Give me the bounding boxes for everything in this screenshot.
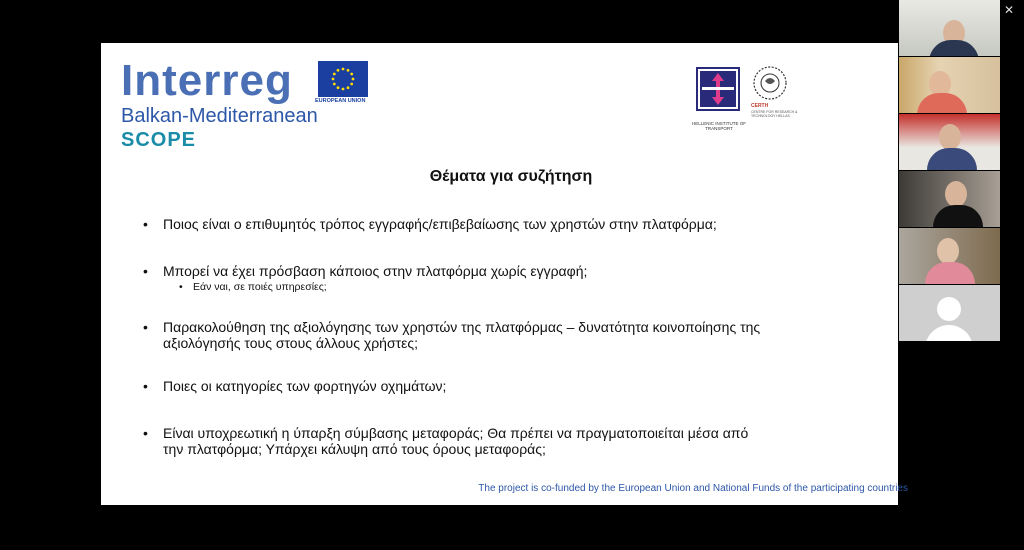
participant-tile[interactable]	[899, 285, 1000, 341]
participant-body	[929, 40, 979, 56]
interreg-logo: Interreg	[121, 56, 293, 105]
participant-tile[interactable]	[899, 114, 1000, 170]
bullet-text-line2: αξιολόγησής τους στους άλλους χρήστες;	[163, 335, 418, 351]
bullet-item	[143, 425, 749, 457]
participant-head	[937, 238, 959, 264]
eu-flag-icon	[318, 61, 368, 97]
project-label: SCOPE	[121, 129, 197, 151]
hit-logo-icon	[696, 67, 740, 119]
participant-body	[933, 205, 983, 227]
close-button[interactable]: ✕	[1003, 3, 1015, 17]
eu-caption: EUROPEAN UNION	[315, 98, 366, 104]
participant-body	[927, 148, 977, 170]
participant-tile[interactable]	[899, 228, 1000, 284]
certh-logo-icon	[751, 65, 789, 105]
participant-body	[917, 93, 967, 113]
presentation-slide	[101, 43, 908, 505]
bullet-text: Ποιες οι κατηγορίες των φορτηγών οχημάτων;	[163, 378, 447, 394]
bullet-item	[143, 378, 447, 394]
bullet-dot: •	[143, 319, 148, 335]
participant-tile[interactable]	[899, 0, 1000, 56]
avatar-icon	[937, 297, 961, 321]
hit-caption: HELLENIC INSTITUTE OF TRANSPORT	[692, 121, 747, 131]
avatar-body	[925, 325, 973, 341]
bullet-item	[143, 319, 761, 351]
bullet-text: Μπορεί να έχει πρόσβαση κάποιος στην πλατφόρμα χωρίς εγγραφή;	[163, 263, 588, 279]
bullet-text-line2: την πλατφόρμα; Υπάρχει κάλυψη από τους όρους μεταφοράς;	[163, 441, 546, 457]
sub-bullet-text: Εάν ναι, σε ποιές υπηρεσίες;	[193, 281, 327, 293]
bullet-dot: •	[143, 216, 148, 232]
participant-head	[945, 181, 967, 207]
bullet-text-line1: Παρακολούθηση της αξιολόγησης των χρηστών της πλατφόρμας – δυνατότητα κοινοποίησης της	[163, 319, 761, 335]
slide-title: Θέματα για συζήτηση	[429, 168, 593, 185]
participant-body	[925, 262, 975, 284]
bullet-item	[143, 263, 588, 279]
region-label: Balkan-Mediterranean	[121, 105, 318, 127]
participant-tile[interactable]	[899, 171, 1000, 227]
bullet-dot: •	[143, 425, 148, 441]
sub-bullet-item	[179, 281, 327, 293]
certh-caption: CERTH	[751, 103, 769, 109]
bullet-dot: •	[143, 378, 148, 394]
bullet-dot: •	[143, 263, 148, 279]
bullet-text-line1: Είναι υποχρεωτική η ύπαρξη σύμβασης μεταφοράς; Θα πρέπει να πραγματοποιείται μέσα από	[163, 425, 749, 441]
sub-bullet-dot: •	[179, 281, 183, 293]
bullet-item	[143, 216, 717, 232]
bullet-text: Ποιος είναι ο επιθυμητός τρόπος εγγραφής/επιβεβαίωσης των χρηστών στην πλατφόρμα;	[163, 216, 717, 232]
participant-head	[939, 124, 961, 150]
certh-subcaption: CENTRE FOR RESEARCH & TECHNOLOGY HELLAS	[751, 110, 798, 118]
participant-tile[interactable]	[899, 57, 1000, 113]
slide-footer: The project is co-funded by the European Union and National Funds of the participating countries	[478, 483, 908, 494]
